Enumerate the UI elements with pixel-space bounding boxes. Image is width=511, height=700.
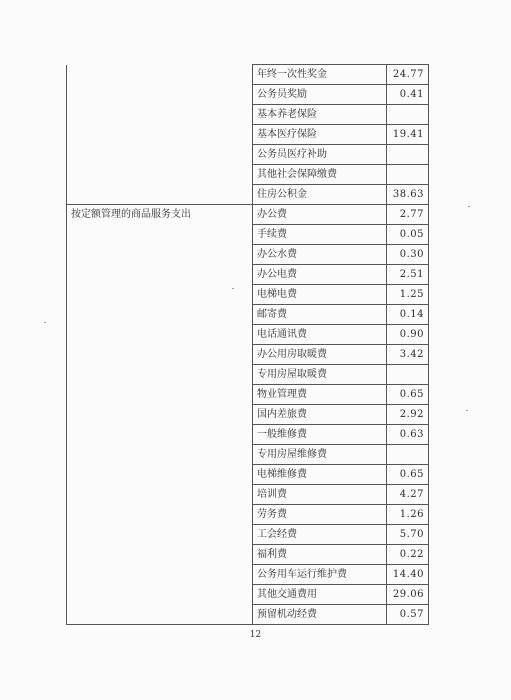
expense-item-cell: 公务员医疗补助 bbox=[253, 145, 387, 165]
amount-cell: 4.27 bbox=[387, 485, 429, 505]
expense-item-cell: 办公费 bbox=[253, 205, 387, 225]
table-row bbox=[67, 65, 429, 85]
amount-cell: 2.92 bbox=[387, 405, 429, 425]
expense-item-cell: 基本养老保险 bbox=[253, 105, 387, 125]
amount-cell: 3.42 bbox=[387, 345, 429, 365]
expense-item-cell: 住房公积金 bbox=[253, 185, 387, 205]
expense-item-cell: 劳务费 bbox=[253, 505, 387, 525]
amount-cell bbox=[387, 145, 429, 165]
scan-speck bbox=[466, 410, 468, 411]
amount-cell bbox=[387, 165, 429, 185]
amount-cell: 14.40 bbox=[387, 565, 429, 585]
scan-speck bbox=[44, 322, 46, 323]
expense-item-cell: 公务用车运行维护费 bbox=[253, 565, 387, 585]
expense-item-cell: 办公电费 bbox=[253, 265, 387, 285]
amount-cell: 5.70 bbox=[387, 525, 429, 545]
expense-item-cell: 邮寄费 bbox=[253, 305, 387, 325]
scan-speck bbox=[468, 206, 470, 207]
amount-cell: 1.25 bbox=[387, 285, 429, 305]
amount-cell: 2.77 bbox=[387, 205, 429, 225]
budget-table-body bbox=[67, 65, 429, 625]
amount-cell bbox=[387, 105, 429, 125]
expense-item-cell: 专用房屋取暖费 bbox=[253, 365, 387, 385]
expense-item-cell: 专用房屋维修费 bbox=[253, 445, 387, 465]
expense-item-cell: 年终一次性奖金 bbox=[253, 65, 387, 85]
amount-cell: 29.06 bbox=[387, 585, 429, 605]
expense-item-cell: 预留机动经费 bbox=[253, 605, 387, 625]
amount-cell: 0.57 bbox=[387, 605, 429, 625]
expense-item-cell: 手续费 bbox=[253, 225, 387, 245]
amount-cell: 0.14 bbox=[387, 305, 429, 325]
amount-cell bbox=[387, 445, 429, 465]
page-number: 12 bbox=[249, 630, 262, 640]
expense-item-cell: 其他社会保障缴费 bbox=[253, 165, 387, 185]
amount-cell: 0.90 bbox=[387, 325, 429, 345]
amount-cell: 0.65 bbox=[387, 465, 429, 485]
expense-item-cell: 基本医疗保险 bbox=[253, 125, 387, 145]
expense-item-cell: 培训费 bbox=[253, 485, 387, 505]
expense-item-cell: 福利费 bbox=[253, 545, 387, 565]
amount-cell: 2.51 bbox=[387, 265, 429, 285]
expense-item-cell: 工会经费 bbox=[253, 525, 387, 545]
amount-cell: 38.63 bbox=[387, 185, 429, 205]
expense-item-cell: 其他交通费用 bbox=[253, 585, 387, 605]
amount-cell: 0.22 bbox=[387, 545, 429, 565]
expense-item-cell: 电梯电费 bbox=[253, 285, 387, 305]
expense-item-cell: 物业管理费 bbox=[253, 385, 387, 405]
expense-item-cell: 国内差旅费 bbox=[253, 405, 387, 425]
category-cell bbox=[67, 65, 253, 205]
expense-item-cell: 公务员奖励 bbox=[253, 85, 387, 105]
amount-cell bbox=[387, 365, 429, 385]
amount-cell: 24.77 bbox=[387, 65, 429, 85]
scan-speck bbox=[232, 288, 234, 289]
amount-cell: 0.05 bbox=[387, 225, 429, 245]
amount-cell: 0.41 bbox=[387, 85, 429, 105]
table-row bbox=[67, 205, 429, 225]
amount-cell: 0.30 bbox=[387, 245, 429, 265]
amount-cell: 19.41 bbox=[387, 125, 429, 145]
category-cell: 按定额管理的商品服务支出 bbox=[67, 205, 253, 625]
amount-cell: 0.65 bbox=[387, 385, 429, 405]
expense-item-cell: 电梯维修费 bbox=[253, 465, 387, 485]
expense-item-cell: 一般维修费 bbox=[253, 425, 387, 445]
budget-table bbox=[66, 64, 429, 625]
expense-item-cell: 电话通讯费 bbox=[253, 325, 387, 345]
expense-item-cell: 办公用房取暖费 bbox=[253, 345, 387, 365]
expense-item-cell: 办公水费 bbox=[253, 245, 387, 265]
amount-cell: 0.63 bbox=[387, 425, 429, 445]
amount-cell: 1.26 bbox=[387, 505, 429, 525]
budget-table-container bbox=[66, 64, 428, 622]
